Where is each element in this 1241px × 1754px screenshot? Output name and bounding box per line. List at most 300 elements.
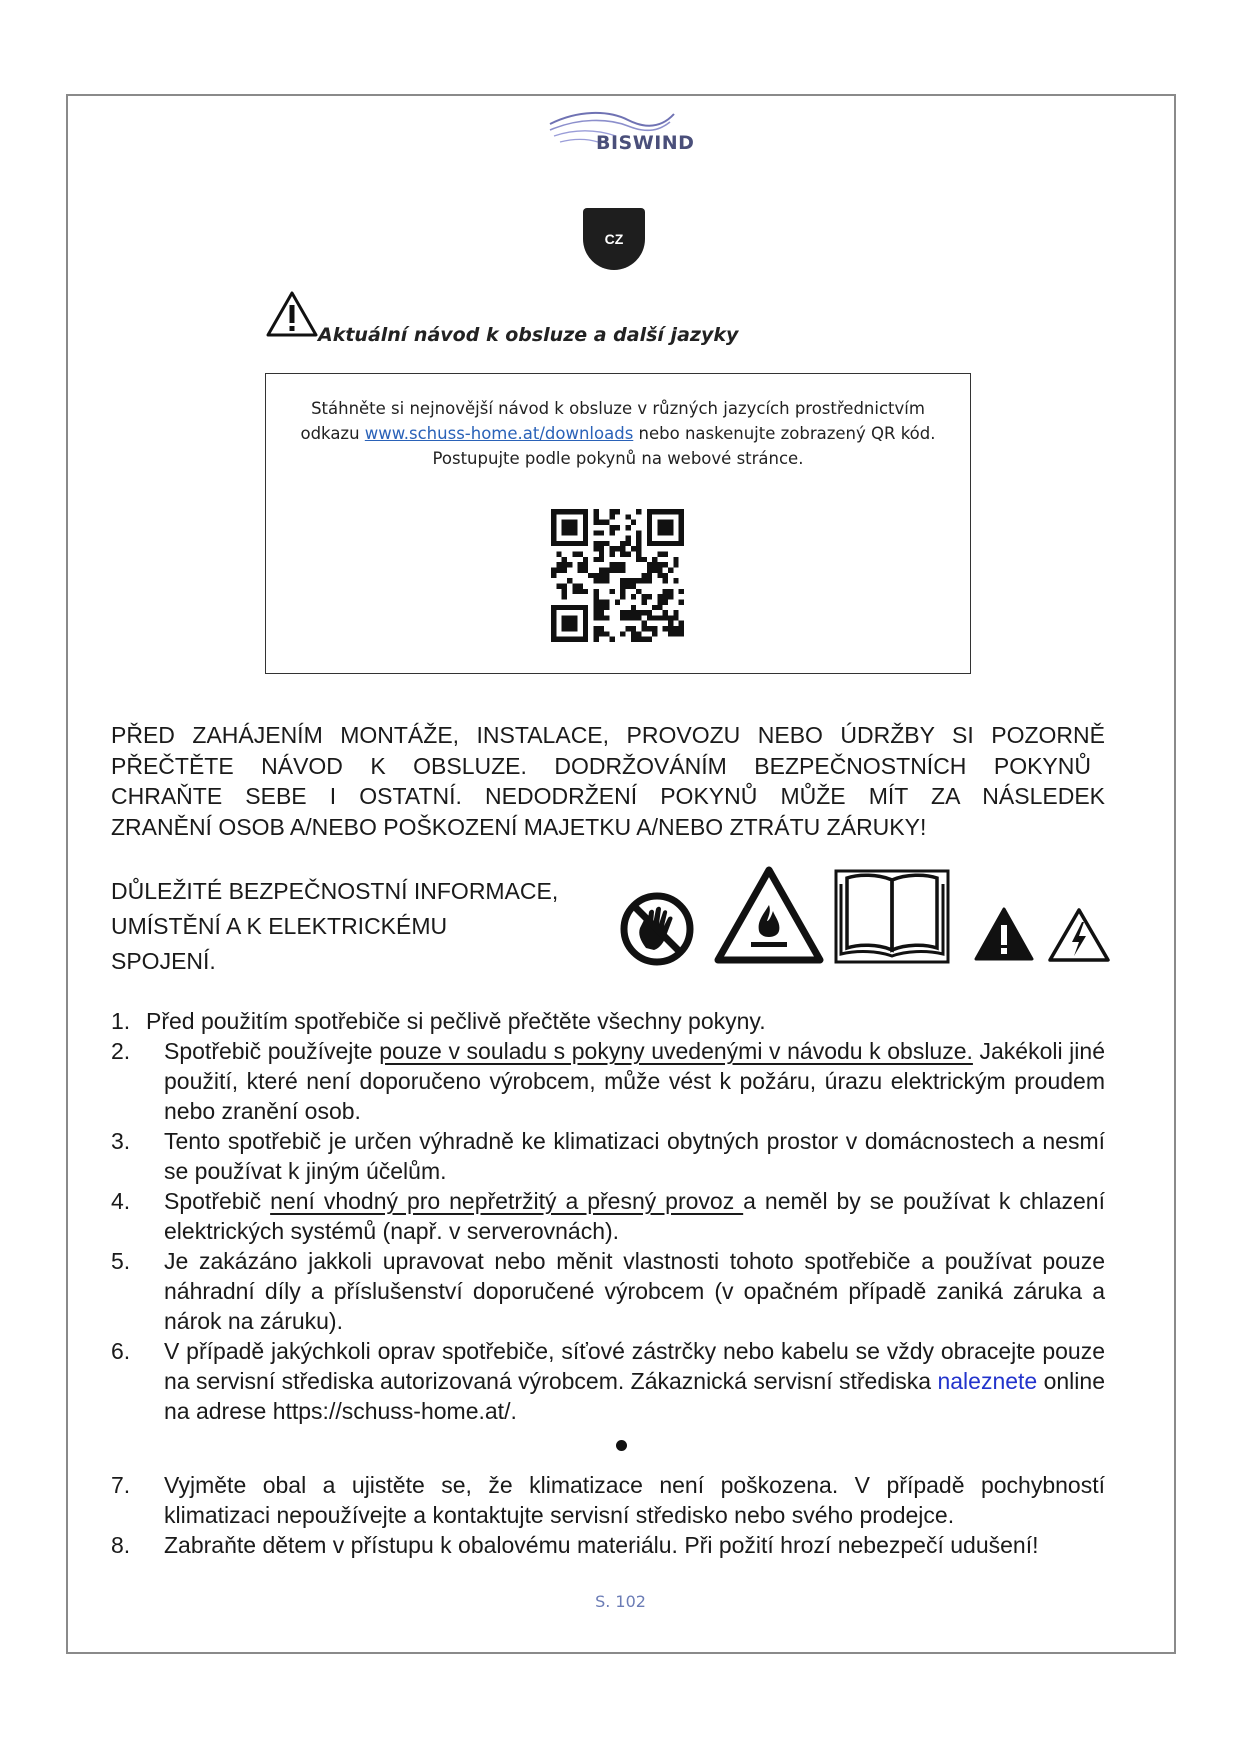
qr-module	[631, 626, 636, 631]
qr-module	[567, 605, 572, 610]
list-item-underlined: pouze v souladu s pokyny uvedenými v návodu k obsluze.	[379, 1038, 973, 1064]
high-voltage-icon	[1046, 906, 1112, 964]
qr-module	[551, 514, 556, 519]
qr-module	[620, 594, 625, 599]
qr-module	[562, 589, 567, 594]
qr-module	[551, 637, 556, 642]
qr-module	[572, 583, 577, 588]
qr-module	[572, 605, 577, 610]
safety-info-line: SPOJENÍ.	[111, 948, 216, 974]
qr-module	[652, 605, 657, 610]
qr-module	[673, 610, 678, 615]
qr-module	[604, 541, 609, 546]
qr-module	[620, 615, 625, 620]
qr-module	[657, 573, 662, 578]
qr-module	[620, 541, 625, 546]
qr-module	[551, 509, 556, 514]
qr-module	[647, 568, 652, 573]
qr-module	[679, 621, 684, 626]
safety-info-line: DŮLEŽITÉ BEZPEČNOSTNÍ INFORMACE,	[111, 878, 559, 904]
qr-module	[599, 605, 604, 610]
qr-module	[663, 578, 668, 583]
qr-module	[583, 637, 588, 642]
qr-module	[578, 637, 583, 642]
qr-module	[583, 514, 588, 519]
qr-module	[652, 557, 657, 562]
qr-module	[572, 509, 577, 514]
qr-module	[657, 530, 662, 535]
qr-module	[578, 552, 583, 557]
qr-module	[673, 626, 678, 631]
qr-module	[641, 621, 646, 626]
warning-line: ZRANĚNÍ OSOB A/NEBO POŠKOZENÍ MAJETKU A/NEBO ZTRÁTU ZÁRUKY!	[111, 813, 927, 840]
qr-module	[583, 631, 588, 636]
qr-module	[583, 626, 588, 631]
qr-module	[647, 610, 652, 615]
no-touch-icon	[618, 890, 696, 968]
qr-module	[578, 589, 583, 594]
qr-module	[620, 562, 625, 567]
qr-module	[583, 621, 588, 626]
qr-module	[599, 631, 604, 636]
qr-module	[604, 631, 609, 636]
qr-module	[567, 520, 572, 525]
download-line-2-pre: odkazu	[300, 424, 365, 443]
qr-module	[567, 525, 572, 530]
qr-module	[679, 536, 684, 541]
qr-module	[636, 557, 641, 562]
qr-module	[594, 589, 599, 594]
qr-module	[625, 578, 630, 583]
qr-module	[551, 541, 556, 546]
qr-module	[673, 631, 678, 636]
qr-module	[657, 520, 662, 525]
qr-module	[657, 599, 662, 604]
qr-module	[551, 610, 556, 615]
qr-module	[663, 530, 668, 535]
download-line-1: Stáhněte si nejnovější návod k obsluze v různých jazycích prostřednictvím	[311, 399, 925, 418]
qr-module	[641, 637, 646, 642]
qr-module	[599, 599, 604, 604]
list-item-text: Vyjměte obal a ujistěte se, že klimatizace není poškozena. V případě pochybností klimatizaci nepoužívejte a kontaktujte servisní středisko nebo svého prodejce.	[164, 1472, 1105, 1528]
read-manual-icon	[833, 868, 951, 965]
qr-module	[641, 578, 646, 583]
qr-module	[599, 546, 604, 551]
qr-module	[663, 541, 668, 546]
qr-module	[679, 631, 684, 636]
qr-module	[562, 637, 567, 642]
qr-module	[572, 615, 577, 620]
safety-info-line: UMÍSTĚNÍ A K ELEKTRICKÉMU	[111, 913, 448, 939]
list-item	[111, 1036, 1105, 1126]
list-item	[111, 1530, 1105, 1560]
flammable-icon	[713, 865, 825, 965]
qr-module	[588, 573, 593, 578]
qr-module	[631, 520, 636, 525]
qr-module	[583, 509, 588, 514]
qr-module	[663, 610, 668, 615]
qr-module	[583, 568, 588, 573]
qr-module	[631, 615, 636, 620]
qr-module	[562, 562, 567, 567]
qr-code-icon	[551, 509, 684, 642]
qr-module	[673, 541, 678, 546]
warning-paragraph	[111, 720, 1105, 842]
list-item-number: 1.	[111, 1008, 131, 1034]
qr-module	[641, 610, 646, 615]
qr-module	[652, 562, 657, 567]
qr-module	[610, 525, 615, 530]
qr-module	[631, 631, 636, 636]
qr-module	[647, 573, 652, 578]
qr-module	[620, 610, 625, 615]
list-item-text: Spotřebič používejte	[164, 1038, 380, 1064]
qr-module	[647, 541, 652, 546]
qr-module	[562, 509, 567, 514]
qr-module	[647, 578, 652, 583]
list-item-number: 8.	[111, 1532, 131, 1558]
qr-module	[663, 562, 668, 567]
qr-module	[663, 594, 668, 599]
qr-module	[578, 541, 583, 546]
qr-module	[663, 589, 668, 594]
qr-module	[679, 530, 684, 535]
qr-module	[583, 525, 588, 530]
qr-module	[562, 594, 567, 599]
qr-module	[647, 615, 652, 620]
qr-module	[668, 530, 673, 535]
qr-module	[647, 525, 652, 530]
qr-module	[583, 562, 588, 567]
qr-module	[625, 615, 630, 620]
qr-module	[652, 615, 657, 620]
qr-module	[562, 525, 567, 530]
qr-module	[668, 594, 673, 599]
qr-module	[636, 610, 641, 615]
qr-module	[604, 599, 609, 604]
qr-module	[551, 525, 556, 530]
qr-module	[610, 637, 615, 642]
qr-module	[551, 568, 556, 573]
qr-module	[594, 520, 599, 525]
qr-module	[583, 520, 588, 525]
qr-module	[604, 568, 609, 573]
qr-module	[572, 626, 577, 631]
qr-module	[663, 599, 668, 604]
qr-module	[625, 583, 630, 588]
qr-module	[610, 568, 615, 573]
list-item-number: 3.	[111, 1128, 131, 1154]
qr-module	[625, 610, 630, 615]
qr-module	[679, 599, 684, 604]
qr-module	[578, 568, 583, 573]
qr-module	[620, 631, 625, 636]
download-info-text	[266, 396, 970, 471]
list-item-text: Před použitím spotřebiče si pečlivě přečtěte všechny pokyny.	[146, 1008, 766, 1034]
qr-module	[615, 525, 620, 530]
qr-module	[641, 626, 646, 631]
list-item	[111, 1006, 1105, 1036]
qr-module	[572, 589, 577, 594]
qr-module	[615, 562, 620, 567]
qr-module	[625, 552, 630, 557]
qr-module	[625, 626, 630, 631]
qr-module	[663, 525, 668, 530]
qr-module	[631, 610, 636, 615]
qr-module	[567, 541, 572, 546]
qr-module	[572, 525, 577, 530]
qr-module	[583, 605, 588, 610]
qr-module	[647, 562, 652, 567]
qr-module	[594, 578, 599, 583]
qr-module	[679, 589, 684, 594]
qr-module	[556, 583, 561, 588]
list-item-text: online na adrese https://schuss-home.at/.	[164, 1368, 1105, 1424]
qr-module	[599, 573, 604, 578]
qr-module	[657, 605, 662, 610]
qr-module	[641, 599, 646, 604]
list-item-text: Zabraňte dětem v přístupu k obalovému materiálu. Při požití hrozí nebezpečí udušení!	[164, 1532, 1039, 1558]
qr-module	[567, 530, 572, 535]
qr-module	[641, 594, 646, 599]
qr-module	[668, 626, 673, 631]
qr-module	[610, 509, 615, 514]
qr-module	[636, 536, 641, 541]
qr-module	[668, 525, 673, 530]
list-item-underlined: není vhodný pro nepřetržitý a přesný provoz	[270, 1188, 744, 1214]
qr-module	[578, 583, 583, 588]
qr-module	[599, 541, 604, 546]
list-item-number: 7.	[111, 1472, 131, 1498]
qr-module	[556, 605, 561, 610]
qr-module	[636, 509, 641, 514]
qr-module	[551, 621, 556, 626]
list-item-text: Jakékoli jiné použití, které není doporučeno výrobcem, může vést k požáru, úrazu elektrickým proudem nebo zranění osob.	[164, 1038, 1105, 1124]
qr-module	[679, 509, 684, 514]
qr-module	[562, 541, 567, 546]
qr-module	[647, 637, 652, 642]
qr-module	[604, 520, 609, 525]
qr-module	[679, 541, 684, 546]
qr-module	[594, 637, 599, 642]
qr-module	[556, 568, 561, 573]
qr-module	[610, 589, 615, 594]
qr-module	[594, 610, 599, 615]
qr-module	[668, 589, 673, 594]
qr-module	[567, 615, 572, 620]
qr-module	[663, 615, 668, 620]
qr-module	[562, 605, 567, 610]
qr-module	[583, 536, 588, 541]
qr-module	[615, 568, 620, 573]
qr-module	[668, 568, 673, 573]
qr-module	[578, 605, 583, 610]
warning-icon	[266, 290, 318, 338]
qr-module	[594, 573, 599, 578]
qr-module	[631, 578, 636, 583]
qr-module	[604, 573, 609, 578]
qr-module	[562, 615, 567, 620]
qr-module	[657, 509, 662, 514]
qr-module	[599, 552, 604, 557]
qr-module	[572, 530, 577, 535]
qr-module	[625, 536, 630, 541]
qr-module	[663, 626, 668, 631]
qr-module	[556, 562, 561, 567]
download-line-2-post: nebo naskenujte zobrazený QR kód.	[633, 424, 936, 443]
qr-module	[562, 626, 567, 631]
list-item-number: 5.	[111, 1248, 131, 1274]
qr-module	[556, 637, 561, 642]
qr-module	[679, 520, 684, 525]
qr-module	[636, 530, 641, 535]
qr-module	[641, 573, 646, 578]
qr-module	[567, 509, 572, 514]
list-item	[111, 1470, 1105, 1530]
qr-module	[668, 509, 673, 514]
qr-module	[551, 631, 556, 636]
qr-module	[551, 615, 556, 620]
qr-module	[567, 562, 572, 567]
download-line-2	[266, 421, 970, 446]
qr-module	[652, 631, 657, 636]
qr-module	[620, 546, 625, 551]
brand-name: BISWIND	[596, 132, 695, 154]
qr-module	[679, 514, 684, 519]
list-item	[111, 1246, 1105, 1336]
warning-line: PŘEČTĚTE NÁVOD K OBSLUZE. DODRŽOVÁNÍM BEZPEČNOSTNÍCH POKYNŮ	[111, 752, 1091, 779]
qr-module	[657, 562, 662, 567]
qr-module	[594, 599, 599, 604]
qr-module	[583, 615, 588, 620]
qr-module	[663, 552, 668, 557]
qr-module	[636, 631, 641, 636]
download-line-3: Postupujte podle pokynů na webové stránce.	[432, 449, 804, 468]
list-item-link-text: naleznete	[937, 1368, 1038, 1394]
qr-module	[647, 520, 652, 525]
qr-module	[615, 546, 620, 551]
qr-module	[657, 541, 662, 546]
qr-module	[567, 621, 572, 626]
qr-module	[551, 626, 556, 631]
list-item-text: Spotřebič	[164, 1188, 271, 1214]
qr-module	[594, 509, 599, 514]
qr-module	[679, 626, 684, 631]
qr-module	[562, 621, 567, 626]
safety-instructions-list	[111, 1006, 1105, 1560]
qr-module	[594, 605, 599, 610]
qr-module	[583, 610, 588, 615]
qr-module	[551, 605, 556, 610]
qr-module	[668, 541, 673, 546]
qr-module	[625, 514, 630, 519]
qr-module	[620, 578, 625, 583]
qr-module	[610, 562, 615, 567]
qr-module	[594, 626, 599, 631]
qr-module	[625, 541, 630, 546]
qr-module	[583, 557, 588, 562]
qr-module	[657, 594, 662, 599]
qr-module	[673, 509, 678, 514]
qr-module	[631, 594, 636, 599]
qr-module	[657, 615, 662, 620]
qr-module	[636, 546, 641, 551]
qr-module	[631, 605, 636, 610]
qr-module	[663, 509, 668, 514]
list-item	[111, 1186, 1105, 1246]
qr-module	[673, 615, 678, 620]
qr-module	[551, 530, 556, 535]
qr-module	[647, 626, 652, 631]
qr-module	[631, 637, 636, 642]
qr-module	[620, 552, 625, 557]
qr-module	[551, 520, 556, 525]
qr-module	[556, 552, 561, 557]
safety-info-heading	[111, 874, 558, 979]
qr-module	[594, 530, 599, 535]
qr-module	[673, 557, 678, 562]
qr-module	[610, 514, 615, 519]
qr-module	[567, 637, 572, 642]
warning-icon	[973, 906, 1035, 962]
qr-module	[572, 520, 577, 525]
qr-module	[647, 514, 652, 519]
qr-module	[556, 541, 561, 546]
qr-module	[594, 615, 599, 620]
qr-module	[604, 605, 609, 610]
list-item-text: Je zakázáno jakkoli upravovat nebo měnit vlastnosti tohoto spotřebiče a používat pouze náhradní díly a příslušenství doporučené výrobcem (v opačném případě zaniká záruka a nárok na záruku).	[164, 1248, 1105, 1334]
qr-module	[610, 546, 615, 551]
downloads-link[interactable]: www.schuss-home.at/downloads	[364, 424, 634, 443]
qr-module	[572, 621, 577, 626]
list-item	[111, 1336, 1105, 1426]
qr-module	[663, 520, 668, 525]
qr-module	[652, 509, 657, 514]
qr-module	[668, 615, 673, 620]
qr-module	[562, 520, 567, 525]
qr-module	[636, 589, 641, 594]
qr-module	[578, 509, 583, 514]
qr-module	[562, 557, 567, 562]
qr-module	[625, 525, 630, 530]
qr-module	[610, 530, 615, 535]
qr-module	[652, 541, 657, 546]
qr-module	[599, 557, 604, 562]
qr-module	[604, 615, 609, 620]
bullet-dot	[616, 1440, 627, 1451]
list-item-number: 6.	[111, 1338, 131, 1364]
qr-module	[610, 552, 615, 557]
qr-module	[668, 631, 673, 636]
qr-module	[673, 578, 678, 583]
qr-module	[556, 509, 561, 514]
qr-module	[604, 578, 609, 583]
qr-module	[668, 621, 673, 626]
qr-module	[631, 546, 636, 551]
qr-module	[562, 583, 567, 588]
language-badge: CZ	[583, 208, 645, 270]
qr-module	[636, 637, 641, 642]
qr-module	[583, 530, 588, 535]
list-item-number: 4.	[111, 1188, 131, 1214]
qr-module	[562, 530, 567, 535]
list-item-number: 2.	[111, 1038, 131, 1064]
list-item	[111, 1126, 1105, 1186]
list-item-text: Tento spotřebič je určen výhradně ke klimatizaci obytných prostor v domácnostech a nesmí se používat k jiným účelům.	[164, 1128, 1105, 1184]
qr-module	[594, 541, 599, 546]
qr-module	[594, 594, 599, 599]
list-item-text: a neměl by se používat k chlazení elektrických systémů (např. v serverovnách).	[164, 1188, 1105, 1244]
